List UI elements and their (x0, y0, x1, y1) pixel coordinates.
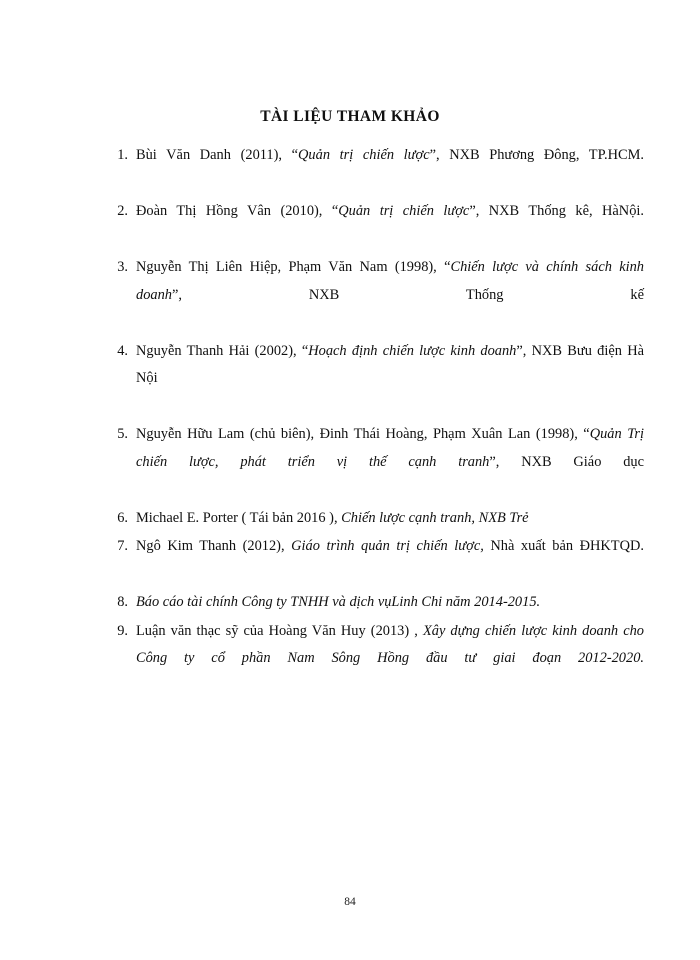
reference-text-segment: ”, NXB Giáo dục (489, 453, 645, 470)
reference-text (136, 589, 644, 617)
reference-item (106, 505, 644, 533)
reference-text (136, 421, 644, 504)
reference-number: 5. (117, 426, 128, 442)
reference-title-italic: Chiến lược và chính sách kinh doanh (136, 259, 644, 303)
reference-text-segment: Nguyễn Hữu Lam (chủ biên), Đinh Thái Hoàng, Phạm Xuân Lan (1998), “ (136, 426, 590, 442)
reference-text (136, 338, 644, 421)
reference-item (106, 142, 644, 197)
reference-text (136, 533, 644, 588)
reference-text-segment: Luận văn thạc sỹ của Hoàng Văn Huy (2013) , (136, 622, 423, 639)
reference-text-segment: Michael E. Porter ( Tái bản 2016 ), (136, 509, 342, 526)
reference-item (106, 589, 644, 617)
reference-list (106, 142, 644, 701)
page-number: 84 (344, 896, 356, 908)
reference-title-italic: Xây dựng chiến lược kinh doanh cho Công ty cổ phần Nam Sông Hồng đầu tư giai đoạn 2012-2020. (136, 622, 644, 666)
reference-number: 9. (117, 622, 128, 639)
reference-text-segment: Bùi Văn Danh (2011), “ (136, 147, 299, 163)
reference-text-segment: Nguyễn Thị Liên Hiệp, Phạm Văn Nam (1998), “ (136, 259, 451, 275)
reference-text-segment: Ngô Kim Thanh (2012), (136, 538, 292, 554)
reference-item (106, 198, 644, 253)
reference-number: 3. (117, 259, 128, 275)
reference-text (136, 505, 644, 533)
reference-text (136, 254, 644, 337)
page-title: TÀI LIỆU THAM KHẢO (260, 108, 440, 125)
reference-text-segment: ”, NXB Thống kê, HàNội. (469, 203, 644, 219)
reference-title-italic: Chiến lược cạnh tranh, NXB Trẻ (341, 509, 529, 526)
reference-number: 8. (117, 594, 128, 610)
reference-text (136, 618, 644, 701)
reference-number: 1. (117, 147, 128, 163)
reference-title-italic: Quản trị chiến lược (298, 147, 430, 163)
reference-number: 7. (117, 538, 128, 554)
reference-item (106, 533, 644, 588)
reference-text (136, 198, 644, 253)
reference-title-italic: Quản trị chiến lược (338, 203, 470, 219)
reference-text-segment: Nguyễn Thanh Hải (2002), “ (136, 342, 309, 359)
reference-text-segment: Đoàn Thị Hồng Vân (2010), “ (136, 203, 339, 219)
reference-text-segment: ”, NXB Bưu điện Hà Nội (136, 342, 644, 386)
reference-text (136, 142, 644, 197)
reference-number: 2. (117, 203, 128, 219)
reference-item (106, 338, 644, 421)
reference-text-segment: Nhà xuất bản ĐHKTQD. (483, 538, 644, 554)
reference-title-italic: Giáo trình quản trị chiến lược, (291, 538, 484, 554)
reference-item (106, 254, 644, 337)
reference-title-italic: Quản Trị chiến lược, phát triển vị thế cạnh tranh (136, 426, 644, 470)
reference-item (106, 421, 644, 504)
reference-item (106, 618, 644, 701)
reference-title-italic: Hoạch định chiến lược kinh doanh (308, 342, 517, 359)
reference-title-italic: Báo cáo tài chính Công ty TNHH và dịch vụLinh Chi năm 2014-2015. (136, 594, 541, 610)
reference-number: 6. (117, 509, 128, 526)
reference-text-segment: ”, NXB Phương Đông, TP.HCM. (429, 147, 644, 163)
reference-number: 4. (117, 342, 128, 359)
reference-text-segment: ”, NXB Thống kế (171, 286, 644, 303)
